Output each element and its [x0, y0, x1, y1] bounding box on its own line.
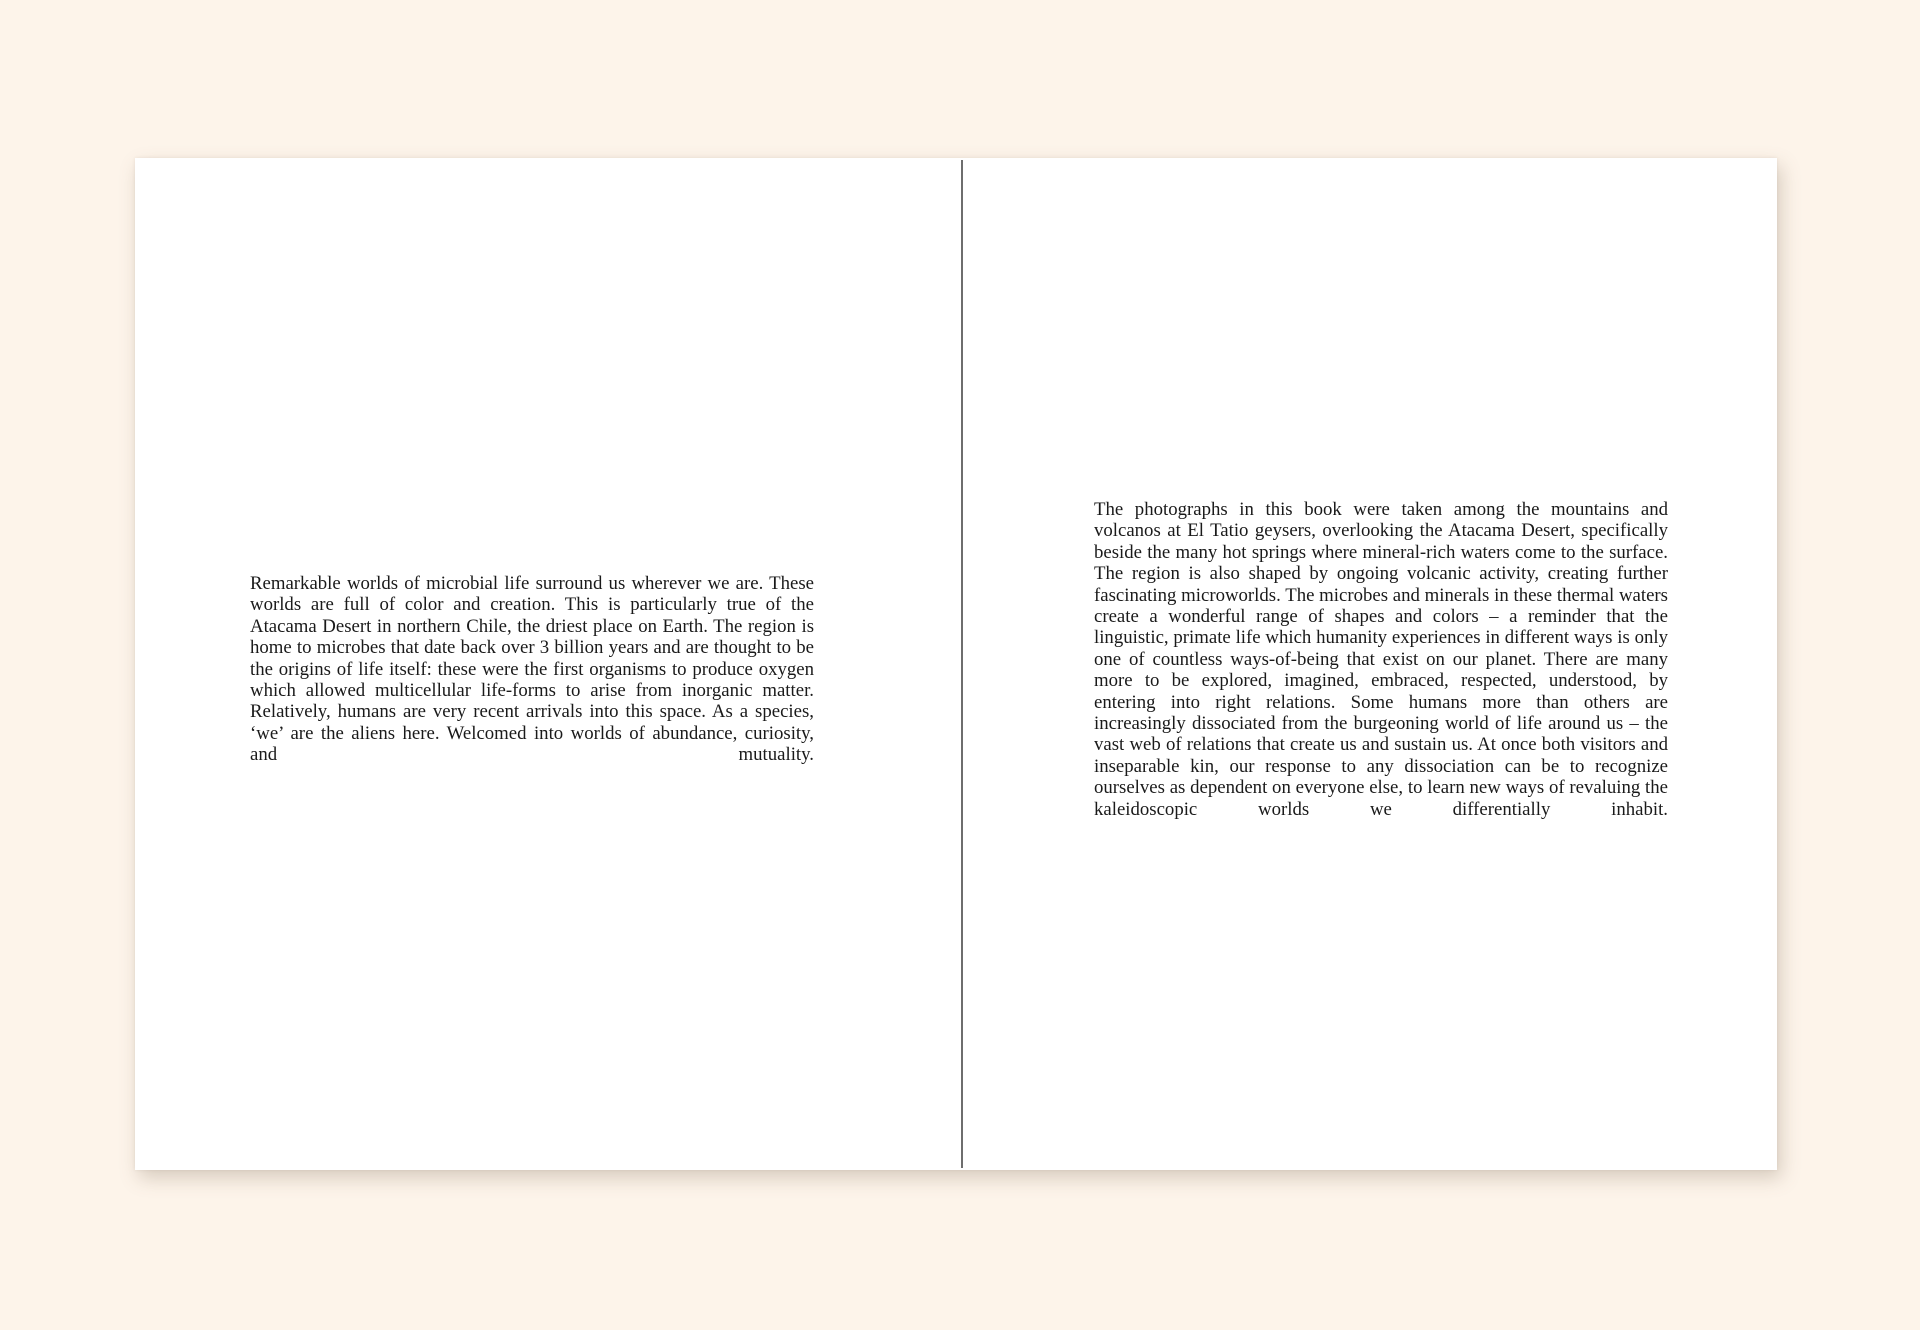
book-gutter	[961, 160, 963, 1168]
left-page-paragraph: Remarkable worlds of microbial life surround us wherever we are. These worlds are full of color and creation. This is particularly true of the Atacama Desert in northern Chile, the driest place on Earth. The region is home to microbes that date back over 3 billion years and are thought to be the origins of life itself: these were the first organisms to produce oxygen which allowed multicellular life-forms to arise from inorganic matter. Relatively, humans are very recent arrivals into this space. As a species, ‘we’ are the aliens here. Welcomed into worlds of abundance, curiosity, and mutuality.	[250, 573, 814, 766]
book-spread	[135, 158, 1777, 1170]
right-page-paragraph: The photographs in this book were taken among the mountains and volcanos at El Tatio geysers, overlooking the Atacama Desert, specifically beside the many hot springs where mineral-rich waters come to the surface. The region is also shaped by ongoing volcanic activity, creating further fascinating microworlds. The microbes and minerals in these thermal waters create a wonderful range of shapes and colors – a reminder that the linguistic, primate life which humanity experiences in different ways is only one of countless ways-of-being that exist on our planet. There are many more to be explored, imagined, embraced, respected, understood, by entering into right relations. Some humans more than others are increasingly dissociated from the burgeoning world of life around us – the vast web of relations that create us and sustain us. At once both visitors and inseparable kin, our response to any dissociation can be to recognize ourselves as dependent on everyone else, to learn new ways of revaluing the kaleidoscopic worlds we differentially inhabit.	[1094, 499, 1668, 820]
